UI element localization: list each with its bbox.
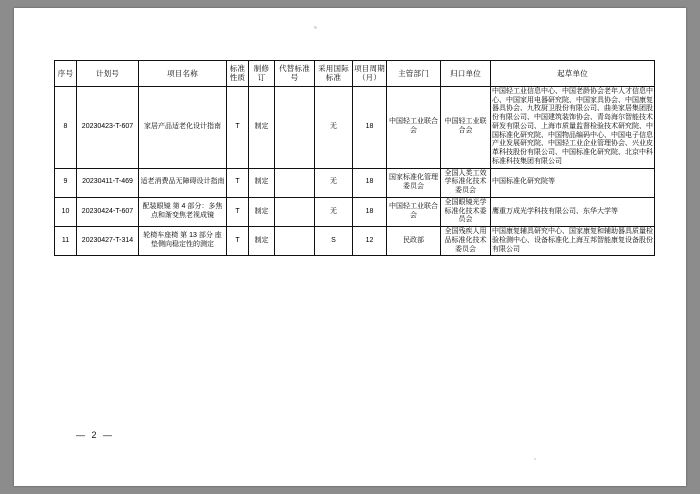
- header-period: 项目周期（月）: [353, 61, 387, 87]
- standards-plan-table: [54, 60, 655, 256]
- cell-project-name: 轮椅车座椅 第 13 部分 座垫侧向稳定性的测定: [139, 227, 227, 256]
- cell-draft-unit: 中国康复辅具研究中心、国家康复和辅助器具质量检验检测中心、设备标准化上海互邦智能康复设备股份有限公司: [491, 227, 655, 256]
- cell-nature: T: [227, 86, 249, 168]
- header-nature: 标准性质: [227, 61, 249, 87]
- scan-artifact: [314, 26, 317, 29]
- cell-draft-unit: 鹰重万成光学科技有限公司、东华大学等: [491, 197, 655, 226]
- cell-draft-unit: 中国标准化研究院等: [491, 168, 655, 197]
- header-unit: 归口单位: [441, 61, 491, 87]
- scan-artifact: [534, 458, 536, 460]
- cell-dept: 国家标准化管理委员会: [387, 168, 441, 197]
- cell-alt-no: [275, 197, 315, 226]
- table-row: [55, 168, 655, 197]
- cell-project-name: 适老消费品无障碍设计指南: [139, 168, 227, 197]
- cell-revise: 制定: [249, 168, 275, 197]
- cell-adopt: 无: [315, 86, 353, 168]
- cell-seq: 10: [55, 197, 77, 226]
- header-project-name: 项目名称: [139, 61, 227, 87]
- cell-dept: 中国轻工业联合会: [387, 197, 441, 226]
- table-row: [55, 197, 655, 226]
- cell-period: 18: [353, 168, 387, 197]
- table-header-row: [55, 61, 655, 87]
- cell-project-name: 家居产品适老化设计指南: [139, 86, 227, 168]
- cell-unit: 全国眼镜光学标准化技术委员会: [441, 197, 491, 226]
- cell-period: 12: [353, 227, 387, 256]
- cell-plan-no: 20230424-T-607: [77, 197, 139, 226]
- cell-unit: 全国人类工效学标准化技术委员会: [441, 168, 491, 197]
- cell-seq: 8: [55, 86, 77, 168]
- header-alt-no: 代替标准号: [275, 61, 315, 87]
- cell-nature: T: [227, 168, 249, 197]
- cell-adopt: 无: [315, 168, 353, 197]
- cell-dept: 民政部: [387, 227, 441, 256]
- header-dept: 主管部门: [387, 61, 441, 87]
- header-plan-no: 计划号: [77, 61, 139, 87]
- cell-adopt: 无: [315, 197, 353, 226]
- cell-alt-no: [275, 86, 315, 168]
- cell-plan-no: 20230427-T-314: [77, 227, 139, 256]
- header-adopt: 采用国际标准: [315, 61, 353, 87]
- cell-seq: 11: [55, 227, 77, 256]
- cell-plan-no: 20230411-T-469: [77, 168, 139, 197]
- page-number: — 2 —: [76, 430, 115, 440]
- cell-period: 18: [353, 86, 387, 168]
- standards-plan-table-wrapper: [54, 60, 654, 256]
- header-revise: 制修订: [249, 61, 275, 87]
- header-draft-unit: 起草单位: [491, 61, 655, 87]
- cell-unit: 中国轻工业联合会: [441, 86, 491, 168]
- cell-nature: T: [227, 227, 249, 256]
- cell-revise: 制定: [249, 197, 275, 226]
- table-body: [55, 86, 655, 256]
- cell-alt-no: [275, 227, 315, 256]
- cell-adopt: S: [315, 227, 353, 256]
- table-row: [55, 86, 655, 168]
- document-page: [14, 8, 686, 486]
- cell-unit: 全国残疾人用品标准化技术委员会: [441, 227, 491, 256]
- cell-revise: 制定: [249, 86, 275, 168]
- cell-alt-no: [275, 168, 315, 197]
- cell-nature: T: [227, 197, 249, 226]
- cell-seq: 9: [55, 168, 77, 197]
- cell-dept: 中国轻工业联合会: [387, 86, 441, 168]
- cell-period: 18: [353, 197, 387, 226]
- cell-draft-unit: 中国轻工业信息中心、中国老龄协会老年人才信息中心、中国家用电器研究院、中国家具协会、中国康复器具协会、九牧厨卫股份有限公司、曲美家居集团股份有限公司、中国建筑装饰协会、青岛海尔智能技术研发有限公司、上海市质量监督检验技术研究院、中国标准化研究院、中国物品编码中心、中国电子信息产业发展研究院、中国轻工业企业管理协会、兴业皮革科技股份有限公司、中国标准化研究院、北京中科标准科技集团有限公司: [491, 86, 655, 168]
- table-row: [55, 227, 655, 256]
- header-seq: 序号: [55, 61, 77, 87]
- cell-project-name: 配装眼镜 第 4 部分：多焦点和渐变焦老视成镜: [139, 197, 227, 226]
- cell-plan-no: 20230423-T-607: [77, 86, 139, 168]
- cell-revise: 制定: [249, 227, 275, 256]
